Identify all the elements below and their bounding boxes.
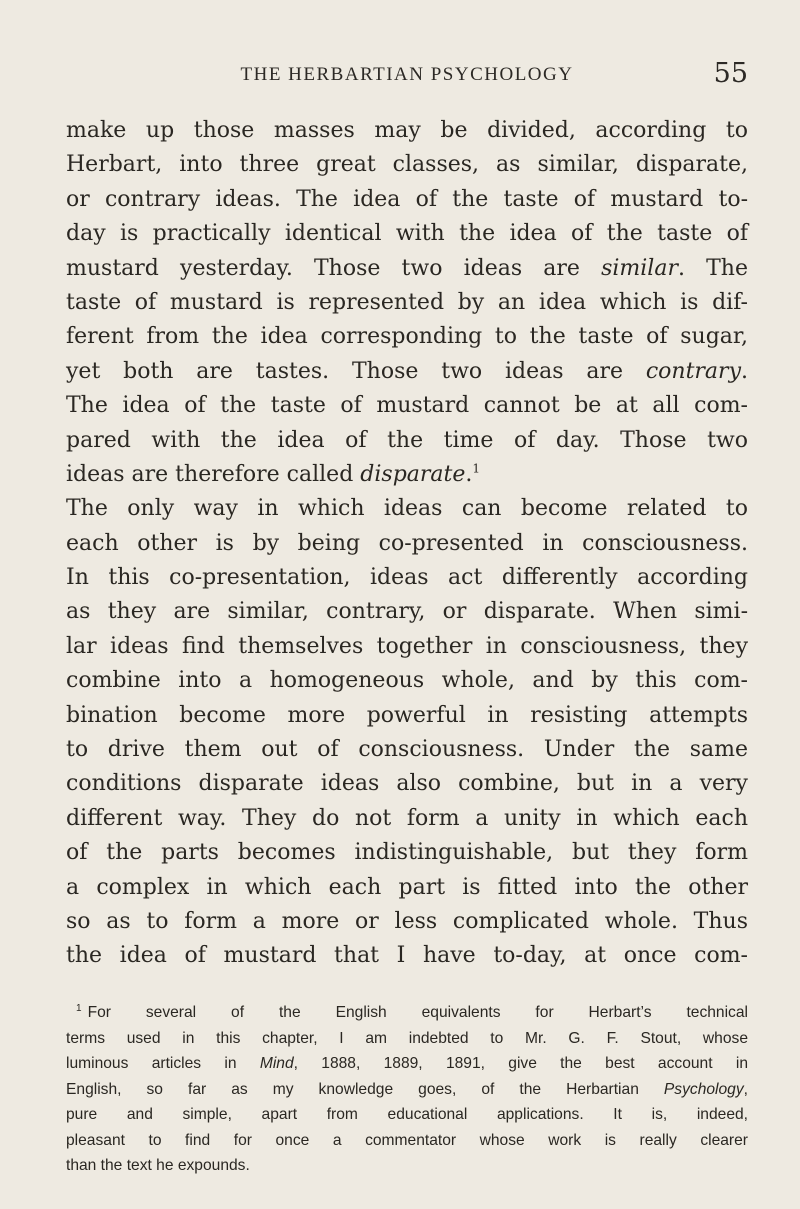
text-line: day is practically identical with the idea of the taste of <box>66 221 748 247</box>
text-line: taste of mustard is represented by an idea which is dif- <box>66 289 748 315</box>
text-run: ideas are therefore called <box>66 461 361 487</box>
text-line: In this co-presentation, ideas act differently according <box>66 565 748 591</box>
page-number: 55 <box>713 58 748 89</box>
footnote <box>66 1000 748 1179</box>
text-run: . <box>741 358 748 384</box>
text-run: mustard yesterday. Those two ideas are <box>66 255 602 281</box>
text-run: , 1888, 1889, 1891, give the best account in <box>293 1055 748 1072</box>
text-line: to drive them out of consciousness. Under the same <box>66 737 748 763</box>
text-line: so as to form a more or less complicated whole. Thus <box>66 908 748 934</box>
text-line: make up those masses may be divided, according to <box>66 118 748 143</box>
italic-term-contrary: contrary <box>645 358 741 384</box>
text-run: For several of the English equivalents for Herbart’s technical <box>87 1004 748 1021</box>
text-line: as they are similar, contrary, or disparate. When simi- <box>66 599 748 625</box>
text-line: combine into a homogeneous whole, and by this com- <box>66 668 748 694</box>
text-line: ferent from the idea corresponding to the taste of sugar, <box>66 324 748 350</box>
body-text <box>66 114 748 974</box>
footnote-line: than the text he expounds. <box>66 1157 250 1174</box>
page-header <box>66 58 748 98</box>
text-line <box>66 355 748 389</box>
text-run: yet both are tastes. Those two ideas are <box>66 358 646 384</box>
footnote-line: pleasant to find for once a commentator whose work is really clearer <box>66 1131 748 1149</box>
footnote-line: pure and simple, apart from educational applications. It is, indeed, <box>66 1106 748 1123</box>
text-line: or contrary ideas. The idea of the taste of mustard to- <box>66 186 748 212</box>
text-run: , <box>743 1080 748 1098</box>
footnote-reference: 1 <box>472 461 481 476</box>
footnote-line <box>66 1077 748 1103</box>
text-line: Herbart, into three great classes, as similar, disparate, <box>66 152 748 178</box>
text-line: a complex in which each part is fitted into the other <box>66 874 748 900</box>
text-run: luminous articles in <box>66 1055 260 1072</box>
italic-term-disparate: disparate <box>360 461 466 487</box>
footnote-line <box>66 1000 748 1026</box>
footnote-line <box>66 1051 748 1077</box>
text-line: pared with the idea of the time of day. Those two <box>66 427 748 453</box>
text-line: bination become more powerful in resisting attempts <box>66 702 748 728</box>
text-line <box>66 458 748 492</box>
text-line: each other is by being co-presented in consciousness. <box>66 530 748 556</box>
text-line: The only way in which ideas can become related to <box>66 496 748 522</box>
text-line <box>66 252 748 286</box>
text-run: . <box>465 461 473 487</box>
text-line: different way. They do not form a unity in which each <box>66 805 748 831</box>
text-line: lar ideas find themselves together in consciousness, they <box>66 633 748 659</box>
italic-term-psychology: Psychology <box>663 1080 744 1098</box>
text-line: of the parts becomes indistinguishable, but they form <box>66 840 748 866</box>
running-title: THE HERBARTIAN PSYCHOLOGY <box>240 64 574 85</box>
text-run: English, so far as my knowledge goes, of the Herbartian <box>66 1080 664 1098</box>
text-run: . The <box>677 255 748 281</box>
text-line: conditions disparate ideas also combine, but in a very <box>66 771 748 797</box>
footnote-line: terms used in this chapter, I am indebted to Mr. G. F. Stout, whose <box>66 1029 748 1047</box>
footnote-marker: 1 <box>76 1002 82 1014</box>
italic-title-mind: Mind <box>259 1055 294 1072</box>
italic-term-similar: similar <box>601 255 678 281</box>
text-line: the idea of mustard that I have to-day, at once com- <box>66 943 748 969</box>
text-line: The idea of the taste of mustard cannot be at all com- <box>66 393 748 419</box>
